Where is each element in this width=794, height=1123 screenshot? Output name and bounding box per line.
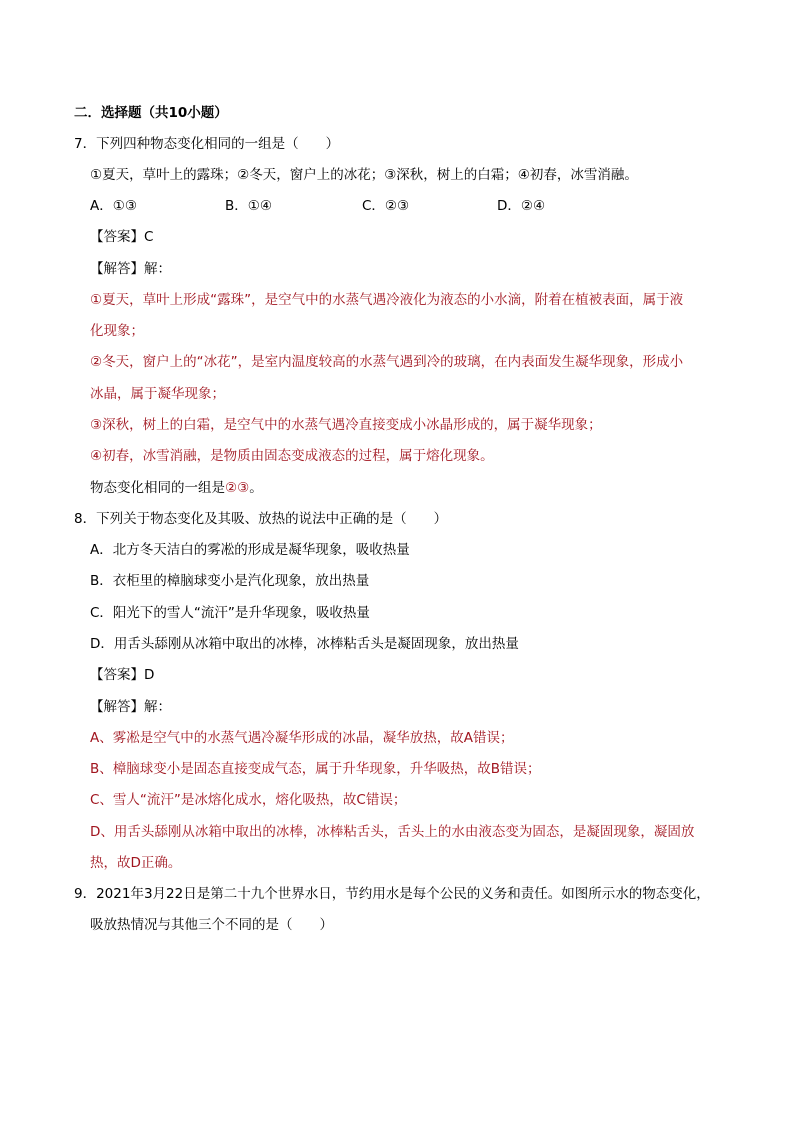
q7-analysis-line: ①夏天，草叶上形成“露珠”，是空气中的水蒸气遇冷液化为液态的小水滴，附着在植被表面，属于液 <box>90 292 684 308</box>
q8-option-b: B．衣柜里的樟脑球变小是汽化现象，放出热量 <box>90 573 370 589</box>
q7-items: ①夏天，草叶上的露珠；②冬天，窗户上的冰花；③深秋，树上的白霜；④初春，冰雪消融。 <box>90 167 638 183</box>
q8-option-a: A．北方冬天洁白的雾凇的形成是凝华现象，吸收热量 <box>90 542 410 558</box>
q8-analysis-label: 【解答】解： <box>90 699 171 715</box>
q7-conclusion-answer: ②③ <box>225 480 250 496</box>
q7-conclusion-end: 。 <box>249 480 263 496</box>
q8-analysis-line: C、雪人“流汗”是冰熔化成水，熔化吸热，故C错误； <box>90 792 407 808</box>
q7-analysis-line: 冰晶，属于凝华现象； <box>90 386 225 402</box>
q7-analysis-line: 化现象； <box>90 323 144 339</box>
q8-analysis-line: D、用舌头舔刚从冰箱中取出的冰棒，冰棒粘舌头，舌头上的水由液态变为固态，是凝固现象，凝固放 <box>90 824 695 840</box>
q9-stem-line2: 吸放热情况与其他三个不同的是（ ） <box>90 917 333 933</box>
q8-analysis-line: A、雾凇是空气中的水蒸气遇冷凝华形成的冰晶，凝华放热，故A错误； <box>90 730 514 746</box>
q8-analysis-line: B、樟脑球变小是固态直接变成气态，属于升华现象，升华吸热，故B错误； <box>90 761 541 777</box>
q7-analysis-line: ②冬天，窗户上的“冰花”，是室内温度较高的水蒸气遇到冷的玻璃，在内表面发生凝华现象，形成小 <box>90 354 684 370</box>
q7-option-b: B．①④ <box>225 198 272 214</box>
q7-analysis-label: 【解答】解： <box>90 261 171 277</box>
q7-option-a: A．①③ <box>90 198 137 214</box>
q7-stem: 7．下列四种物态变化相同的一组是（ ） <box>74 136 340 152</box>
q8-option-d: D．用舌头舔刚从冰箱中取出的冰棒，冰棒粘舌头是凝固现象，放出热量 <box>90 636 519 652</box>
q7-option-d: D．②④ <box>497 198 546 214</box>
q8-stem: 8．下列关于物态变化及其吸、放热的说法中正确的是（ ） <box>74 511 448 527</box>
q7-answer: 【答案】C <box>90 229 154 245</box>
q7-analysis-line: ④初春，冰雪消融，是物质由固态变成液态的过程，属于熔化现象。 <box>90 448 494 464</box>
q7-option-c: C．②③ <box>362 198 410 214</box>
section-title: 二．选择题（共10小题） <box>74 105 228 121</box>
q8-option-c: C．阳光下的雪人“流汗”是升华现象，吸收热量 <box>90 605 370 621</box>
q8-answer: 【答案】D <box>90 667 155 683</box>
q7-conclusion <box>90 479 263 497</box>
q7-analysis-line: ③深秋，树上的白霜，是空气中的水蒸气遇冷直接变成小冰晶形成的，属于凝华现象； <box>90 417 602 433</box>
q9-stem-line1: 9．2021年3月22日是第二十九个世界水日，节约用水是每个公民的义务和责任。如图所示水的物态变化， <box>74 886 710 902</box>
q8-analysis-line: 热，故D正确。 <box>90 855 182 871</box>
q7-conclusion-text: 物态变化相同的一组是 <box>90 480 225 496</box>
